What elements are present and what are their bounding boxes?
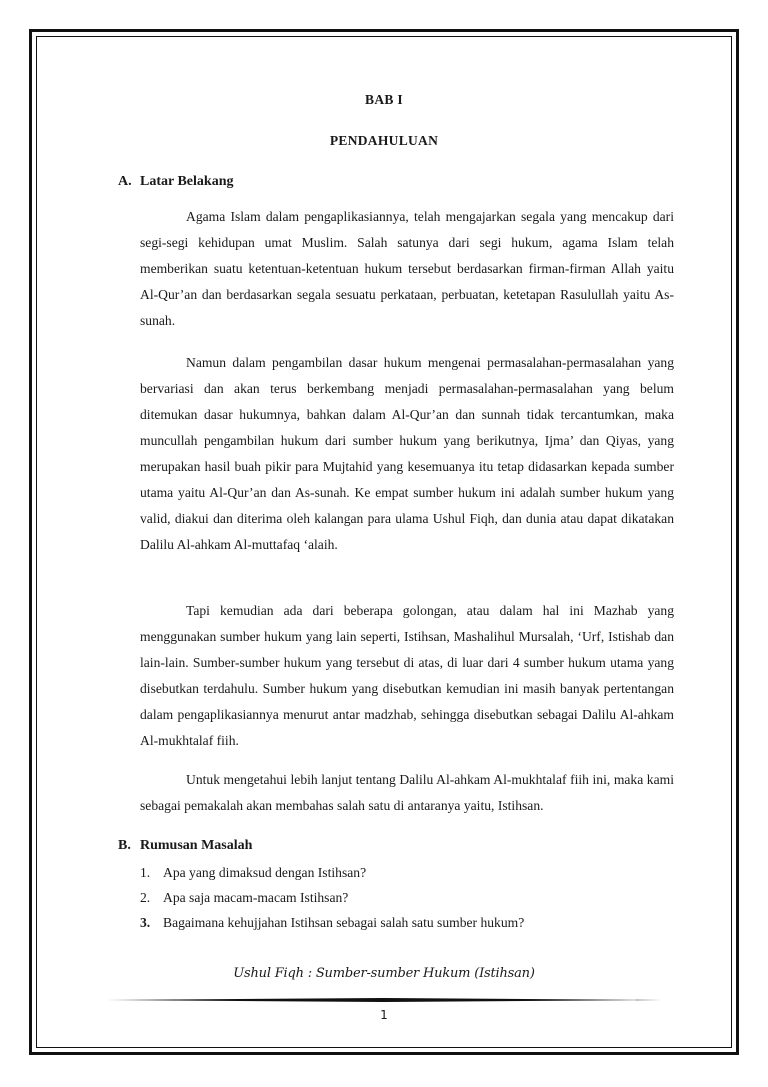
list-item-number: 1.	[140, 865, 151, 880]
section-heading-rumusan-masalah	[118, 838, 252, 854]
question-list	[140, 860, 524, 935]
section-title: Latar Belakang	[140, 174, 234, 189]
list-item-text: Apa saja macam-macam Istihsan?	[163, 890, 349, 905]
list-item-text: Apa yang dimaksud dengan Istihsan?	[163, 865, 367, 880]
footer-divider	[106, 998, 662, 1002]
list-item	[140, 860, 524, 885]
section-heading-latar-belakang	[118, 174, 233, 190]
paragraph: Untuk mengetahui lebih lanjut tentang Dalilu Al-ahkam Al-mukhtalaf fiih ini, maka kami sebagai pemakalah akan membahas salah satu di antaranya yaitu, Istihsan.	[140, 772, 674, 813]
paragraph: Agama Islam dalam pengaplikasiannya, telah mengajarkan segala yang mencakup dari segi-segi kehidupan umat Muslim. Salah satunya dari segi hukum, agama Islam telah memberikan suatu ketentuan-ketentuan hukum tersebut berdasarkan firman-firman Allah yaitu Al-Qur’an dan berdasarkan segala sesuatu perkataan, perbuatan, ketetapan Rasulullah yaitu As-sunah.	[140, 209, 674, 328]
section-letter: B.	[118, 838, 131, 853]
list-item-number: 2.	[140, 890, 151, 905]
section-letter: A.	[118, 174, 132, 189]
list-item	[140, 910, 524, 935]
page-number: 1	[380, 1008, 388, 1022]
list-item-text: Bagaimana kehujjahan Istihsan sebagai salah satu sumber hukum?	[163, 915, 525, 930]
section-title: Rumusan Masalah	[140, 838, 253, 853]
list-item	[140, 885, 524, 910]
paragraph: Tapi kemudian ada dari beberapa golongan, atau dalam hal ini Mazhab yang menggunakan sumber hukum yang lain seperti, Istihsan, Mashalihul Mursalah, ‘Urf, Istishab dan lain-lain. Sumber-sumber hukum yang tersebut di atas, di luar dari 4 sumber hukum utama yang disebutkan terdahulu. Sumber hukum yang disebutkan kemudian ini masih banyak pertentangan dalam pengaplikasiannya menurut antar madzhab, sehingga disebutkan sebagai Dalilu Al-ahkam Al-mukhtalaf fiih.	[140, 603, 674, 748]
paragraph: Namun dalam pengambilan dasar hukum mengenai permasalahan-permasalahan yang bervariasi dan akan terus berkembang menjadi permasalahan-permasalahan yang belum ditemukan dasar hukumnya, bahkan dalam Al-Qur’an dan sunnah tidak tercantumkan, maka muncullah pengambilan hukum dari sumber hukum yang berikutnya, Ijma’ dan Qiyas, yang merupakan hasil buah pikir para Mujtahid yang kesemuanya itu tetap didasarkan kepada sumber utama yaitu Al-Qur’an dan As-sunah. Ke empat sumber hukum ini adalah sumber hukum yang valid, diakui dan diterima oleh kalangan para ulama Ushul Fiqh, dan dunia atau dapat dikatakan Dalilu Al-ahkam Al-muttafaq ‘alaih.	[140, 355, 674, 552]
chapter-title: PENDAHULUAN	[329, 133, 439, 148]
chapter-number: BAB I	[365, 92, 403, 107]
running-title: Ushul Fiqh : Sumber-sumber Hukum (Istihsan)	[233, 966, 535, 981]
list-item-number: 3.	[140, 915, 151, 930]
